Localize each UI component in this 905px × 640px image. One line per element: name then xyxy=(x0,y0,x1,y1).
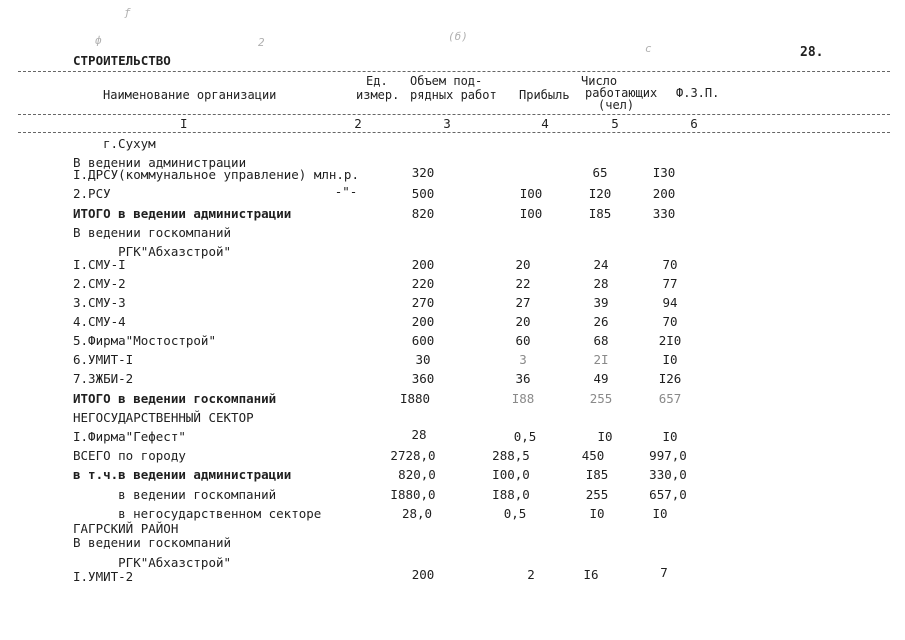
cell-workers: I85 xyxy=(588,206,612,221)
cell-volume: 200 xyxy=(411,314,435,329)
cell-workers: I20 xyxy=(588,186,612,201)
cell-workers: 68 xyxy=(593,333,609,348)
column-number-3: 3 xyxy=(443,116,451,131)
row-name: 6.УМИТ-I xyxy=(73,352,134,367)
row-name: I.СМУ-I xyxy=(73,257,126,272)
col-heading-workers-1: Число xyxy=(581,74,618,88)
cell-fzp: 330 xyxy=(652,206,676,221)
row-name: I.ДРСУ(коммунальное управление) млн.р. xyxy=(73,167,359,182)
cell-profit: 20 xyxy=(515,257,531,272)
cell-profit: I00 xyxy=(519,186,543,201)
row-name: в негосударственном секторе xyxy=(88,506,322,521)
cell-profit: 288,5 xyxy=(492,448,530,463)
cell-workers: 49 xyxy=(593,371,609,386)
cell-fzp: 200 xyxy=(652,186,676,201)
cell-workers: I6 xyxy=(583,567,599,582)
row-name: В ведении администрации xyxy=(73,155,247,170)
cell-workers: 65 xyxy=(592,165,608,180)
cell-fzp: I30 xyxy=(652,165,676,180)
cell-volume: I880 xyxy=(399,391,431,406)
cell-profit: 36 xyxy=(515,371,531,386)
cell-profit: 0,5 xyxy=(513,429,537,444)
header-rule-middle xyxy=(18,114,890,115)
cell-profit: 27 xyxy=(515,295,531,310)
cell-volume: 820,0 xyxy=(398,467,436,482)
cell-volume: I880,0 xyxy=(390,487,436,502)
cell-workers: 26 xyxy=(593,314,609,329)
cell-workers: 255 xyxy=(589,391,613,406)
cell-fzp: 657,0 xyxy=(649,487,687,502)
cell-workers: I0 xyxy=(589,506,605,521)
column-number-2: 2 xyxy=(354,116,362,131)
cell-volume: 500 xyxy=(411,186,435,201)
cell-workers: 28 xyxy=(593,276,609,291)
cell-volume: 220 xyxy=(411,276,435,291)
cell-fzp: I0 xyxy=(652,506,668,521)
header-rule-bottom xyxy=(18,132,890,133)
row-name: 2.СМУ-2 xyxy=(73,276,126,291)
cell-fzp: 94 xyxy=(662,295,678,310)
row-name: 5.Фирма"Мостострой" xyxy=(73,333,216,348)
cell-workers: 39 xyxy=(593,295,609,310)
row-name: 7.ЗЖБИ-2 xyxy=(73,371,134,386)
cell-fzp: 77 xyxy=(662,276,678,291)
cell-profit: I88 xyxy=(511,391,535,406)
row-name: В ведении госкомпаний xyxy=(73,225,232,240)
cell-profit: 2 xyxy=(527,567,535,582)
row-name: 3.СМУ-3 xyxy=(73,295,126,310)
cell-fzp: 997,0 xyxy=(649,448,687,463)
row-name: в т.ч.в ведении администрации xyxy=(73,467,292,482)
cell-volume: 820 xyxy=(411,206,435,221)
cell-volume: 360 xyxy=(411,371,435,386)
cell-profit: 0,5 xyxy=(503,506,527,521)
row-name: 2.РСУ xyxy=(73,186,111,201)
cell-fzp: I0 xyxy=(662,429,678,444)
cell-profit: 60 xyxy=(515,333,531,348)
cell-profit: I00,0 xyxy=(492,467,530,482)
cell-fzp: 2I0 xyxy=(658,333,682,348)
section-title: СТРОИТЕЛЬСТВО xyxy=(73,53,171,68)
row-name: ИТОГО в ведении госкомпаний xyxy=(73,391,277,406)
cell-volume: 320 xyxy=(411,165,435,180)
row-name: г.Сухум xyxy=(103,136,156,151)
col-heading-volume-1: Объем под- xyxy=(410,74,483,88)
pencil-mark: ф xyxy=(95,34,102,47)
col-heading-name: Наименование организации xyxy=(103,88,277,102)
row-name: В ведении госкомпаний xyxy=(73,535,232,550)
cell-volume: 28 xyxy=(411,427,427,442)
row-name: НЕГОСУДАРСТВЕННЫЙ СЕКТОР xyxy=(73,410,254,425)
cell-fzp: 330,0 xyxy=(649,467,687,482)
header-rule-top xyxy=(18,71,890,72)
cell-volume: 30 xyxy=(415,352,431,367)
cell-workers: 24 xyxy=(593,257,609,272)
cell-workers: I85 xyxy=(585,467,609,482)
row-name: РГК"Абхазстрой" xyxy=(73,555,232,570)
row-name: в ведении госкомпаний xyxy=(88,487,277,502)
pencil-mark: (б) xyxy=(448,30,468,43)
cell-fzp: I26 xyxy=(658,371,682,386)
cell-workers: 2I xyxy=(593,352,609,367)
pencil-mark: 2 xyxy=(258,36,265,49)
row-name: РГК"Абхазстрой" xyxy=(73,244,232,259)
col-heading-unit-1: Ед. xyxy=(366,74,388,88)
cell-fzp: 70 xyxy=(662,257,678,272)
cell-volume: 28,0 xyxy=(401,506,433,521)
col-heading-workers-2: работающих xyxy=(585,86,658,100)
row-name: ВСЕГО по городу xyxy=(73,448,186,463)
column-number-6: 6 xyxy=(690,116,698,131)
cell-fzp: 70 xyxy=(662,314,678,329)
row-name: ИТОГО в ведении администрации xyxy=(73,206,292,221)
column-number-4: 4 xyxy=(541,116,549,131)
pencil-mark: ƒ xyxy=(124,6,131,19)
cell-volume: 270 xyxy=(411,295,435,310)
page-number: 28. xyxy=(800,45,824,60)
cell-volume: 600 xyxy=(411,333,435,348)
cell-volume: 200 xyxy=(411,567,435,582)
row-name: 4.СМУ-4 xyxy=(73,314,126,329)
row-name: ГАГРСКИЙ РАЙОН xyxy=(73,521,179,536)
cell-volume: 2728,0 xyxy=(390,448,436,463)
cell-workers: 255 xyxy=(585,487,609,502)
cell-workers: 450 xyxy=(581,448,605,463)
cell-fzp: I0 xyxy=(662,352,678,367)
cell-fzp: 7 xyxy=(660,565,668,580)
cell-fzp: 657 xyxy=(658,391,682,406)
cell-workers: I0 xyxy=(597,429,613,444)
row-name: I.УМИТ-2 xyxy=(73,569,134,584)
column-number-5: 5 xyxy=(611,116,619,131)
cell-profit: 22 xyxy=(515,276,531,291)
column-number-1: I xyxy=(180,116,188,131)
col-heading-profit: Прибыль xyxy=(519,88,570,102)
cell-volume: 200 xyxy=(411,257,435,272)
col-heading-unit-2: измер. xyxy=(356,88,400,102)
cell-profit: I88,0 xyxy=(492,487,530,502)
col-heading-fzp: Ф.З.П. xyxy=(676,86,720,100)
cell-profit: I00 xyxy=(519,206,543,221)
cell-profit: 3 xyxy=(519,352,527,367)
col-heading-workers-3: (чел) xyxy=(598,98,635,112)
pencil-mark: с xyxy=(645,42,652,55)
cell-profit: 20 xyxy=(515,314,531,329)
col-heading-volume-2: рядных работ xyxy=(410,88,497,102)
row-name: I.Фирма"Гефест" xyxy=(73,429,186,444)
cell-unit: -"- xyxy=(334,184,358,199)
